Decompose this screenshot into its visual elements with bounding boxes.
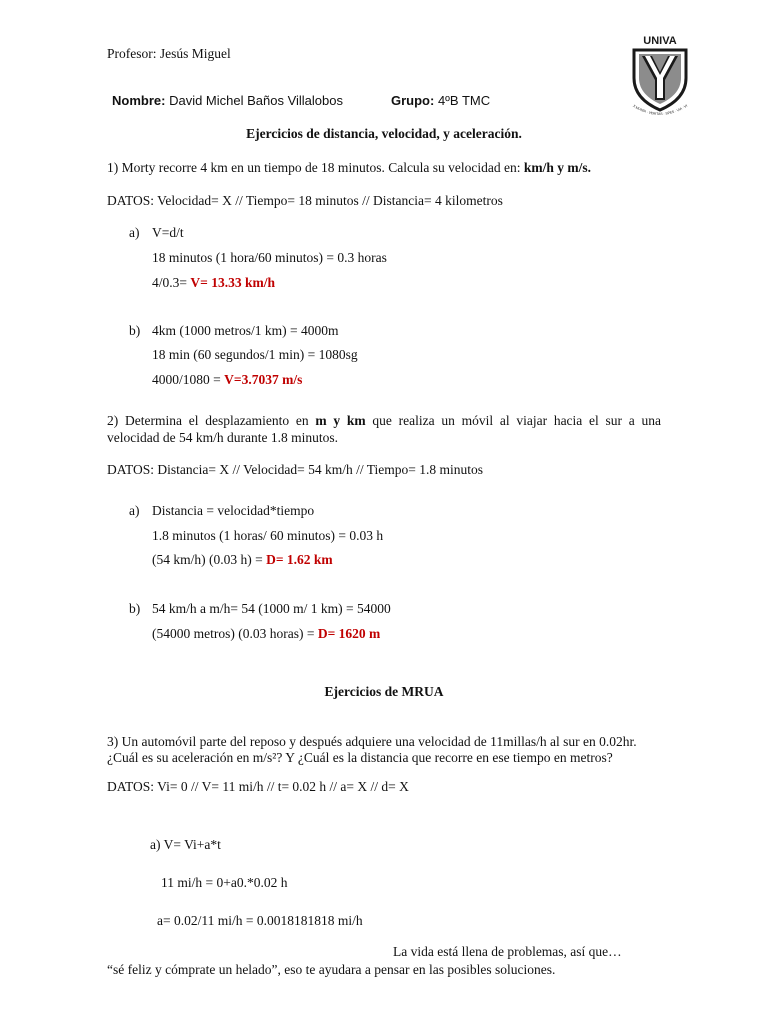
ex1-a-label: a) (129, 225, 140, 240)
ex1-b-line1: 4km (1000 metros/1 km) = 4000m (152, 323, 339, 338)
ex2-b-line1: 54 km/h a m/h= 54 (1000 m/ 1 km) = 54000 (152, 601, 391, 616)
nombre-line (112, 93, 343, 108)
grupo-label: Grupo: (391, 93, 435, 108)
ex2-question-text-b: que realiza un móvil al viajar hacia el sur a una (365, 413, 662, 428)
ex2-datos: DATOS: Distancia= X // Velocidad= 54 km/h // Tiempo= 1.8 minutos (107, 462, 483, 477)
ex2-question-units: m y km (315, 413, 366, 428)
nombre-value: David Michel Baños Villalobos (169, 93, 343, 108)
ex3-question-line2: ¿Cuál es su aceleración en m/s²? Y ¿Cuál es la distancia que recorre en ese tiempo en metros? (107, 750, 613, 765)
ex1-b-line3 (152, 372, 302, 388)
ex3-a-line2: 11 mi/h = 0+a0.*0.02 h (161, 875, 288, 890)
ex1-b-label: b) (129, 323, 141, 338)
ex2-a-line3-text: (54 km/h) (0.03 h) = (152, 552, 267, 567)
logo-text: UNIVA (643, 35, 677, 47)
ex1-a-line3-text: 4/0.3= (152, 275, 191, 290)
ex2-a-label: a) (129, 503, 140, 518)
profesor-line: Profesor: Jesús Miguel (107, 46, 231, 61)
ex1-datos: DATOS: Velocidad= X // Tiempo= 18 minutos // Distancia= 4 kilometros (107, 193, 503, 208)
ex2-b-line2-text: (54000 metros) (0.03 horas) = (152, 626, 318, 641)
ex3-a-line3: a= 0.02/11 mi/h = 0.0018181818 mi/h (157, 913, 363, 928)
ex1-a-answer: V= 13.33 km/h (190, 275, 275, 290)
ex2-a-line2: 1.8 minutos (1 horas/ 60 minutos) = 0.03 h (152, 528, 384, 543)
ex1-a-line1: V=d/t (152, 225, 184, 240)
ex1-a-line3 (152, 275, 275, 291)
ex1-a-line2: 18 minutos (1 hora/60 minutos) = 0.3 horas (152, 250, 387, 265)
footer-quote-line2: “sé feliz y cómprate un helado”, eso te ayudara a pensar en las posibles soluciones. (107, 962, 556, 977)
ex3-a-line1: a) V= Vi+a*t (150, 837, 221, 852)
ex3-datos: DATOS: Vi= 0 // V= 11 mi/h // t= 0.02 h // a= X // d= X (107, 779, 409, 794)
logo-motto: X MUNDI · VERITAS · SPES · VIA · VI (632, 103, 689, 117)
ex2-a-answer: D= 1.62 km (266, 552, 333, 567)
grupo-line (391, 93, 490, 108)
ex1-question-text: 1) Morty recorre 4 km en un tiempo de 18 minutos. Calcula su velocidad en: (107, 160, 524, 175)
nombre-label: Nombre: (112, 93, 166, 108)
ex2-b-line2 (152, 626, 380, 642)
ex2-question-line2: velocidad de 54 km/h durante 1.8 minutos. (107, 430, 338, 445)
ex1-b-answer: V=3.7037 m/s (224, 372, 303, 387)
ex1-question-units: km/h y m/s. (523, 160, 592, 175)
footer-quote-line1: La vida está llena de problemas, así que… (393, 944, 622, 959)
ex2-a-line3 (152, 552, 333, 568)
ex2-b-answer: D= 1620 m (317, 626, 381, 641)
ex2-question-line1 (107, 413, 661, 429)
univa-logo (628, 34, 692, 120)
ex2-question-text-a: 2) Determina el desplazamiento en (107, 413, 316, 428)
ex2-b-label: b) (129, 601, 141, 616)
grupo-value: 4ºB TMC (437, 93, 491, 108)
ex1-b-line3-text: 4000/1080 = (152, 372, 225, 387)
ex3-question-line1: 3) Un automóvil parte del reposo y después adquiere una velocidad de 11millas/h al sur en 0.02hr. (107, 734, 637, 749)
section-title-distancia: Ejercicios de distancia, velocidad, y aceleración. (246, 126, 522, 141)
section-title-mrua: Ejercicios de MRUA (324, 684, 444, 699)
ex1-question (107, 160, 591, 176)
ex2-a-line1: Distancia = velocidad*tiempo (152, 503, 315, 518)
ex1-b-line2: 18 min (60 segundos/1 min) = 1080sg (152, 347, 358, 362)
